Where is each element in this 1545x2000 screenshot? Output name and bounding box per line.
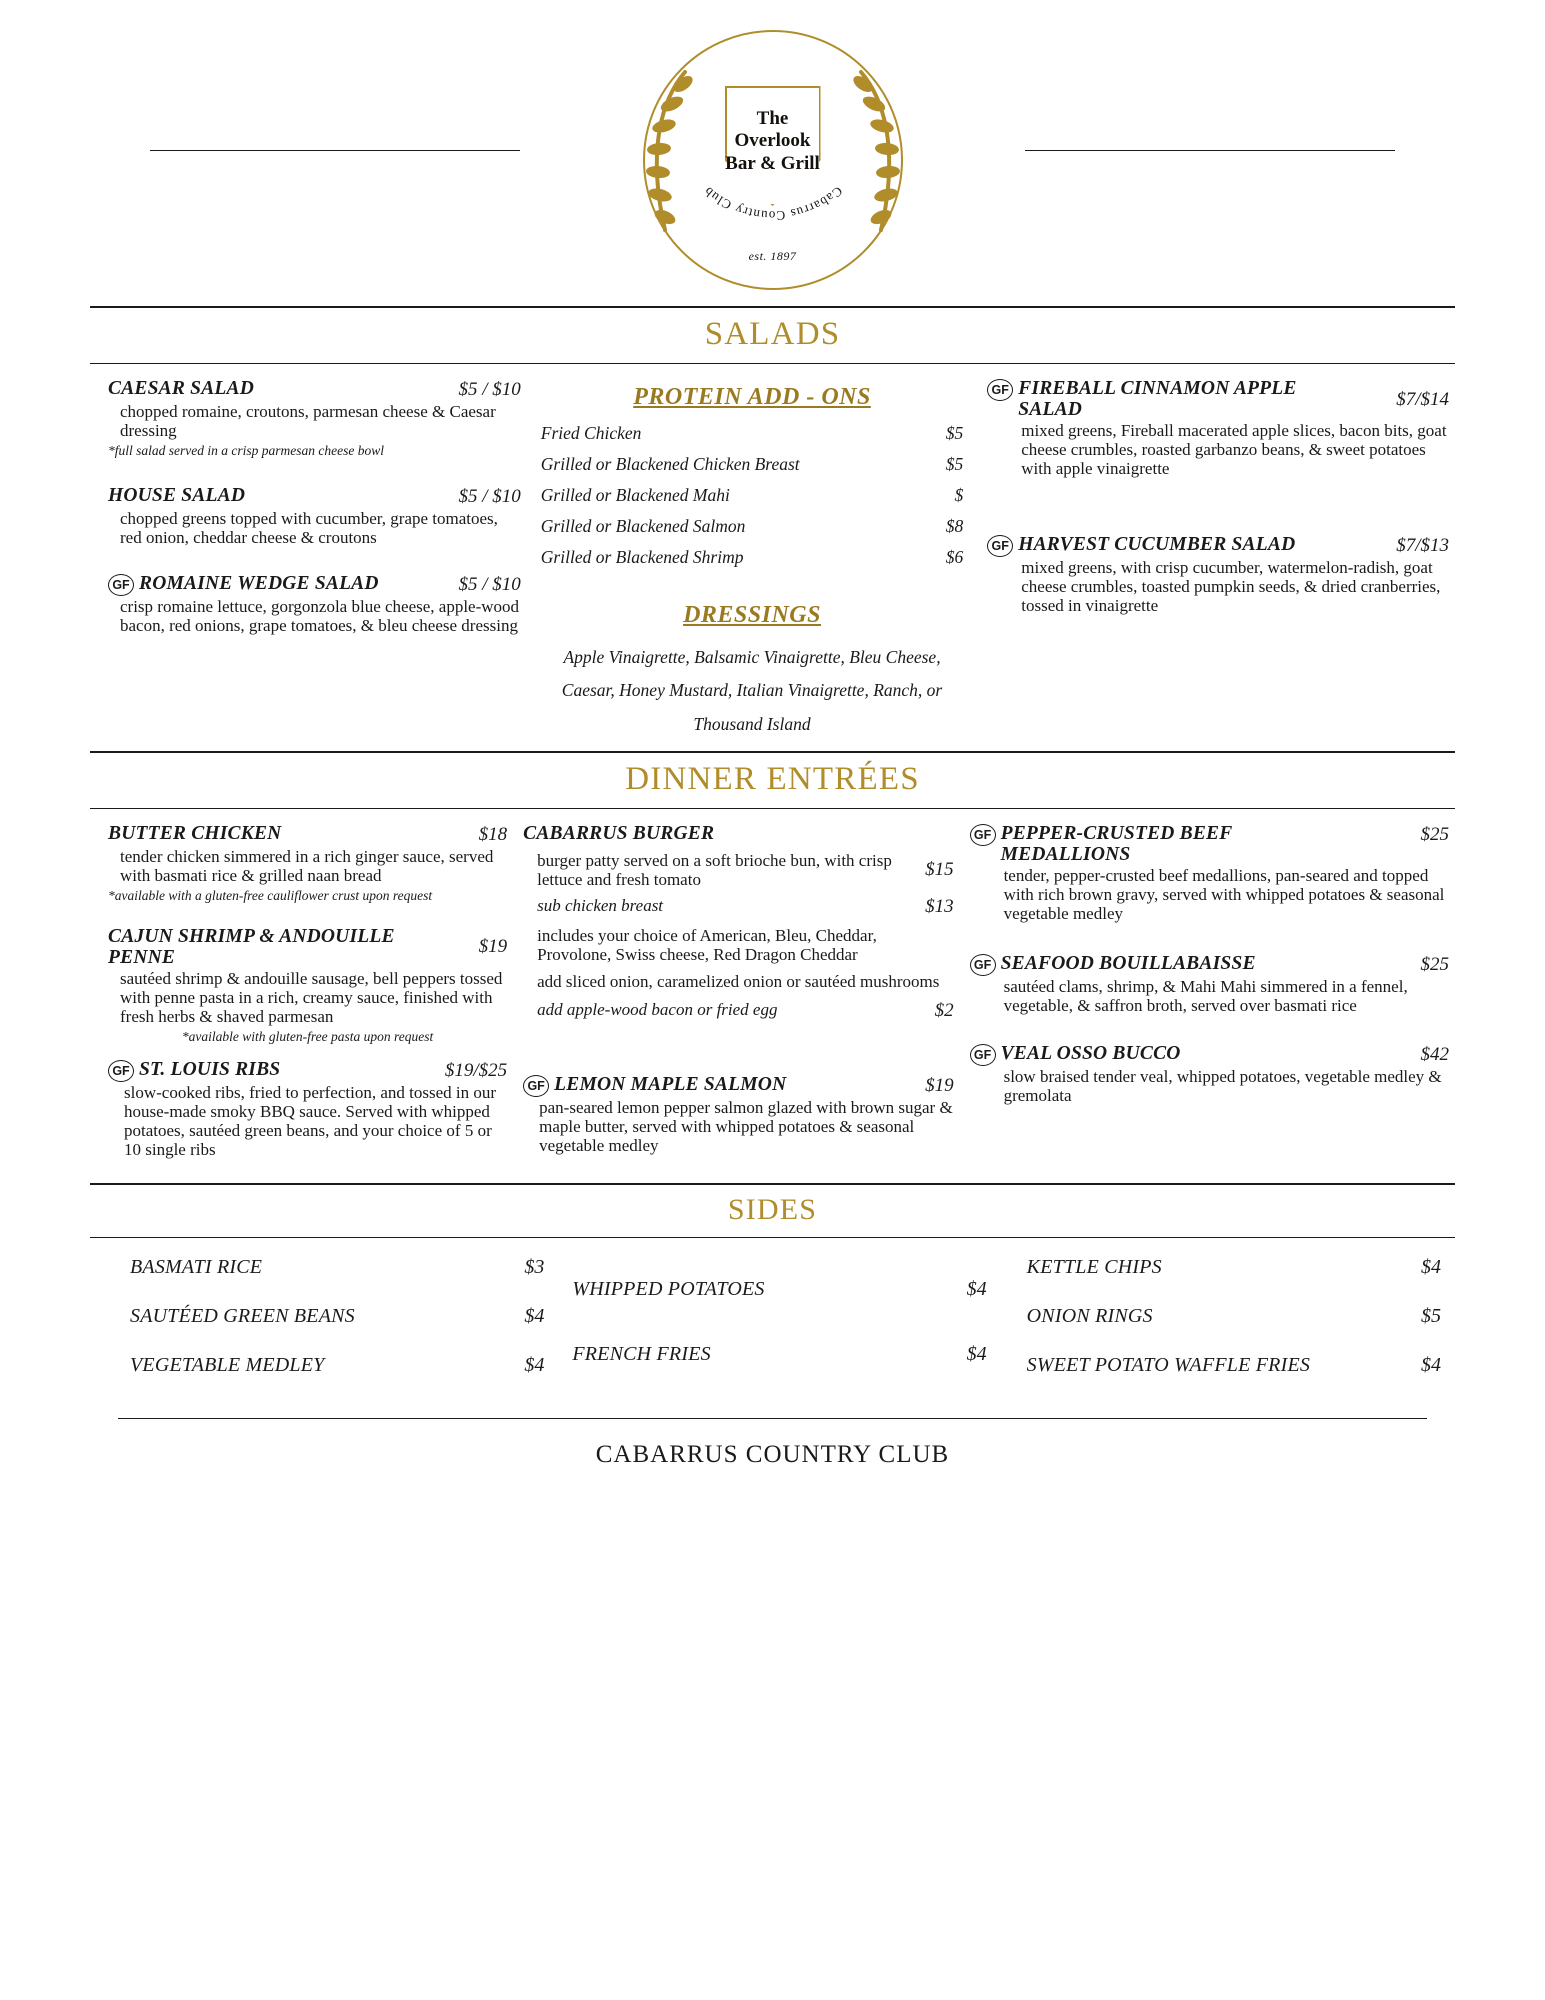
- menu-item: [523, 823, 953, 1022]
- gluten-free-icon: GF: [970, 954, 996, 976]
- item-name: FIREBALL CINNAMON APPLE SALAD: [1018, 378, 1297, 421]
- side-price: $4: [966, 1343, 987, 1366]
- item-description: sautéed shrimp & andouille sausage, bell peppers tossed with penne pasta in a rich, creamy sauce, finished with fresh herbs & shaved parmesan: [120, 968, 503, 1026]
- protein-price: $8: [945, 516, 964, 536]
- side-price: $4: [524, 1354, 545, 1377]
- side-price: $4: [1420, 1256, 1441, 1279]
- protein-label: Grilled or Blackened Mahi: [540, 485, 730, 505]
- section-title-dinner: DINNER ENTRÉES: [90, 751, 1455, 809]
- side-item: [130, 1354, 544, 1377]
- item-description: burger patty served on a soft brioche bun, with crisp lettuce and fresh tomato: [537, 850, 892, 889]
- item-price: $13: [925, 895, 954, 917]
- item-price: $5 / $10: [458, 379, 521, 400]
- side-price: $3: [524, 1256, 545, 1279]
- item-price: $25: [1420, 953, 1449, 975]
- item-name: CABARRUS BURGER: [523, 822, 715, 844]
- item-option: sub chicken breast: [537, 895, 664, 915]
- menu-item: [523, 1074, 953, 1155]
- sides-column-1: [90, 1256, 558, 1408]
- item-price: $19: [478, 936, 508, 958]
- protein-label: Grilled or Blackened Chicken Breast: [540, 454, 800, 474]
- side-item: [572, 1343, 986, 1366]
- menu-item: [987, 378, 1449, 478]
- item-note: *available with a gluten-free cauliflower crust upon request: [108, 887, 433, 903]
- sides-body: [90, 1238, 1455, 1418]
- section-title-sides: SIDES: [90, 1183, 1455, 1238]
- item-price: $7/$14: [1396, 388, 1449, 410]
- item-name: PEPPER-CRUSTED BEEF MEDALLIONS: [1000, 822, 1233, 865]
- logo-line-2: Overlook: [734, 130, 811, 152]
- dinner-middle-column: [513, 823, 963, 1173]
- menu-item: [108, 1059, 507, 1159]
- salads-left-column: [90, 378, 527, 741]
- item-price: $42: [1420, 1044, 1449, 1065]
- side-price: $4: [524, 1305, 545, 1328]
- side-name: SAUTÉED GREEN BEANS: [130, 1305, 355, 1328]
- item-name: LEMON MAPLE SALMON: [554, 1073, 787, 1095]
- item-name: ROMAINE WEDGE SALAD: [139, 573, 379, 595]
- item-price: $5 / $10: [458, 574, 521, 596]
- item-name: HARVEST CUCUMBER SALAD: [1018, 534, 1296, 556]
- side-name: VEGETABLE MEDLEY: [130, 1354, 325, 1377]
- item-description: pan-seared lemon pepper salmon glazed with brown sugar & maple butter, served with whipped potatoes & seasonal vegetable medley: [539, 1097, 953, 1156]
- item-price: $15: [925, 858, 954, 880]
- item-price: $19/$25: [444, 1060, 508, 1081]
- item-description: mixed greens, with crisp cucumber, watermelon-radish, goat cheese crumbles, toasted pumpkin seeds, & dried cranberries, tossed in vinaigrette: [1021, 558, 1441, 616]
- salads-right-column: [977, 378, 1455, 741]
- item-description: mixed greens, Fireball macerated apple slices, bacon bits, goat cheese crumbles, roasted garbanzo beans, & sweet potatoes with apple vinaigrette: [1021, 421, 1447, 479]
- menu-item: [108, 573, 521, 635]
- side-name: SWEET POTATO WAFFLE FRIES: [1026, 1354, 1311, 1377]
- menu-item: [108, 485, 521, 547]
- item-name: ST. LOUIS RIBS: [139, 1059, 281, 1080]
- item-description: sautéed clams, shrimp, & Mahi Mahi simmered in a fennel, vegetable, & saffron broth, served over basmati rice: [1003, 976, 1408, 1015]
- menu-item: [987, 534, 1449, 615]
- protein-price: $6: [945, 547, 964, 567]
- side-item: [130, 1256, 544, 1279]
- item-price: $18: [478, 823, 508, 845]
- logo-established: est. 1897: [748, 249, 797, 263]
- side-name: BASMATI RICE: [130, 1256, 263, 1279]
- side-item: [1027, 1305, 1441, 1328]
- menu-item: [108, 378, 521, 459]
- menu-item: [970, 953, 1449, 1015]
- protein-row: [541, 454, 963, 475]
- item-description: slow-cooked ribs, fried to perfection, and tossed in our house-made smoky BBQ sauce. Served with whipped potatoes, sautéed green beans, and your choice of 5 or 10 single ribs: [124, 1083, 497, 1160]
- item-name: CAESAR SALAD: [108, 378, 255, 399]
- item-option: includes your choice of American, Bleu, Cheddar, Provolone, Swiss cheese, Red Dragon Cheddar: [537, 925, 877, 964]
- item-name: BUTTER CHICKEN: [108, 822, 282, 844]
- item-description: tender, pepper-crusted beef medallions, pan-seared and topped with rich brown gravy, served with whipped potatoes & seasonal vegetable medley: [1003, 865, 1445, 923]
- protein-row: [541, 485, 963, 506]
- logo-line-1: The: [756, 108, 789, 129]
- item-name: VEAL OSSO BUCCO: [1000, 1043, 1181, 1064]
- item-price: $7/$13: [1396, 535, 1449, 557]
- item-option: add sliced onion, caramelized onion or sautéed mushrooms: [537, 971, 940, 991]
- logo-line-3: Bar & Grill: [725, 152, 820, 174]
- side-name: KETTLE CHIPS: [1026, 1256, 1162, 1279]
- gluten-free-icon: GF: [987, 379, 1013, 401]
- side-name: ONION RINGS: [1026, 1305, 1153, 1328]
- protein-label: Grilled or Blackened Shrimp: [540, 547, 744, 567]
- item-description: tender chicken simmered in a rich ginger sauce, served with basmati rice & grilled naan bread: [120, 846, 494, 885]
- section-title-salads: SALADS: [90, 306, 1455, 364]
- item-description: chopped greens topped with cucumber, grape tomatoes, red onion, cheddar cheese & croutons: [120, 509, 498, 548]
- item-description: slow braised tender veal, whipped potatoes, vegetable medley & gremolata: [1003, 1067, 1442, 1106]
- item-name: SEAFOOD BOUILLABAISSE: [1000, 952, 1256, 974]
- item-price: $25: [1420, 823, 1449, 845]
- gluten-free-icon: GF: [523, 1075, 549, 1097]
- gluten-free-icon: GF: [108, 574, 134, 596]
- header-rule-right: [1025, 150, 1395, 151]
- gluten-free-icon: GF: [970, 1044, 996, 1066]
- protein-label: Grilled or Blackened Salmon: [540, 516, 746, 536]
- protein-price: $5: [945, 423, 964, 443]
- menu-item: [108, 926, 507, 1045]
- protein-label: Fried Chicken: [540, 423, 642, 443]
- menu-item: [108, 823, 507, 904]
- menu-item: [970, 823, 1449, 923]
- item-description: crisp romaine lettuce, gorgonzola blue cheese, apple-wood bacon, red onions, grape tomatoes, & bleu cheese dressing: [120, 597, 520, 636]
- sides-column-3: [1001, 1256, 1455, 1408]
- footer-title: CABARRUS COUNTRY CLUB: [595, 1441, 950, 1469]
- item-price: $2: [934, 999, 954, 1021]
- side-name: FRENCH FRIES: [572, 1343, 711, 1366]
- gluten-free-icon: GF: [970, 824, 996, 846]
- protein-addons-title: PROTEIN ADD - ONS: [633, 384, 871, 410]
- gluten-free-icon: GF: [987, 535, 1013, 557]
- side-price: $4: [966, 1278, 987, 1301]
- side-price: $5: [1420, 1305, 1441, 1328]
- sides-column-2: [558, 1256, 1000, 1408]
- item-name: CAJUN SHRIMP & ANDOUILLE PENNE: [108, 925, 395, 968]
- header-rule-left: [150, 150, 520, 151]
- menu-header: [90, 0, 1455, 300]
- item-price: $19: [925, 1074, 954, 1096]
- protein-price: $: [954, 485, 964, 505]
- side-item: [1027, 1354, 1441, 1377]
- item-note: *available with gluten-free pasta upon request: [181, 1029, 434, 1044]
- item-description: chopped romaine, croutons, parmesan cheese & Caesar dressing: [120, 402, 496, 441]
- item-name: HOUSE SALAD: [108, 485, 246, 507]
- side-item: [572, 1278, 986, 1301]
- protein-row: [541, 516, 963, 537]
- menu-item: [970, 1043, 1449, 1105]
- logo-arc-label: Cabarrus Country Club: [699, 183, 846, 224]
- logo-wordmark: [673, 108, 873, 175]
- salads-body: [90, 364, 1455, 745]
- protein-price: $5: [945, 454, 964, 474]
- item-price: $5 / $10: [458, 486, 521, 508]
- protein-row: [541, 547, 963, 568]
- dressings-list: Apple Vinaigrette, Balsamic Vinaigrette, Bleu Cheese, Caesar, Honey Mustard, Italian Vinaigrette, Ranch, or Thousand Island: [561, 647, 943, 734]
- side-item: [1027, 1256, 1441, 1279]
- side-name: WHIPPED POTATOES: [572, 1278, 765, 1301]
- salads-middle-column: [527, 378, 977, 741]
- dinner-body: [90, 809, 1455, 1177]
- gluten-free-icon: GF: [108, 1060, 134, 1082]
- item-option: add apple-wood bacon or fried egg: [537, 999, 778, 1019]
- side-price: $4: [1420, 1354, 1441, 1377]
- protein-row: [541, 423, 963, 444]
- side-item: [130, 1305, 544, 1328]
- dinner-right-column: [964, 823, 1455, 1173]
- dinner-left-column: [90, 823, 513, 1173]
- item-note: *full salad served in a crisp parmesan cheese bowl: [108, 443, 384, 459]
- logo: [643, 30, 903, 290]
- dressings-title: DRESSINGS: [683, 602, 821, 628]
